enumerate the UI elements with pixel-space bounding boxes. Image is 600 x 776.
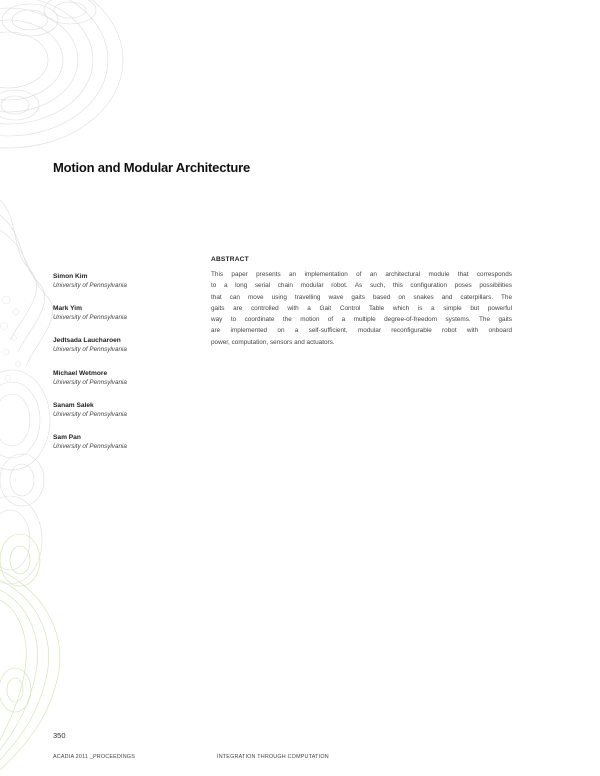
author-entry <box>53 433 203 465</box>
abstract-line: gaits are controlled with a Gait Control Table which is a simple but powerful <box>211 304 512 312</box>
author-affiliation: University of Pennsylvania <box>53 282 127 289</box>
author-affiliation: University of Pennsylvania <box>53 314 127 322</box>
author-entry <box>53 401 203 433</box>
author-entry <box>53 336 203 368</box>
footer-theme: INTEGRATION THROUGH COMPUTATION <box>217 754 329 760</box>
author-entry <box>53 304 203 336</box>
abstract-line: way to coordinate the motion of a multiple degree-of-freedom systems. The gaits <box>211 316 512 324</box>
author-affiliation: University of Pennsylvania <box>53 442 127 450</box>
author-list <box>53 272 203 465</box>
author-name: Jedtsada Laucharoen <box>53 337 121 345</box>
author-name: Sam Pan <box>53 433 81 441</box>
abstract-line: are implemented on a self-sufficient, modular reconfigurable robot with onboard <box>211 327 512 335</box>
abstract-heading: ABSTRACT <box>211 256 249 263</box>
page-number: 350 <box>53 731 66 740</box>
author-name: Simon Kim <box>53 273 88 280</box>
author-name: Mark Yim <box>53 305 82 313</box>
author-affiliation: University of Pennsylvania <box>53 346 127 354</box>
footer-proceedings: ACADIA 2011 _PROCEEDINGS <box>53 754 135 760</box>
author-name: Michael Wetmore <box>53 369 108 377</box>
author-affiliation: University of Pennsylvania <box>53 378 127 386</box>
abstract-line: power, computation, sensors and actuators. <box>211 338 335 346</box>
author-entry <box>53 272 203 304</box>
abstract-line: that can move using travelling wave gaits based on snakes and caterpillars. The <box>211 293 512 301</box>
abstract-line: This paper presents an implementation of an architectural module that corresponds <box>211 271 512 278</box>
abstract-section <box>211 256 512 348</box>
paper-title: Motion and Modular Architecture <box>53 160 250 175</box>
abstract-line: to a long serial chain modular robot. As such, this configuration poses possibilities <box>211 282 512 290</box>
author-entry <box>53 369 203 401</box>
author-name: Sanam Salek <box>53 401 94 409</box>
author-affiliation: University of Pennsylvania <box>53 410 127 418</box>
